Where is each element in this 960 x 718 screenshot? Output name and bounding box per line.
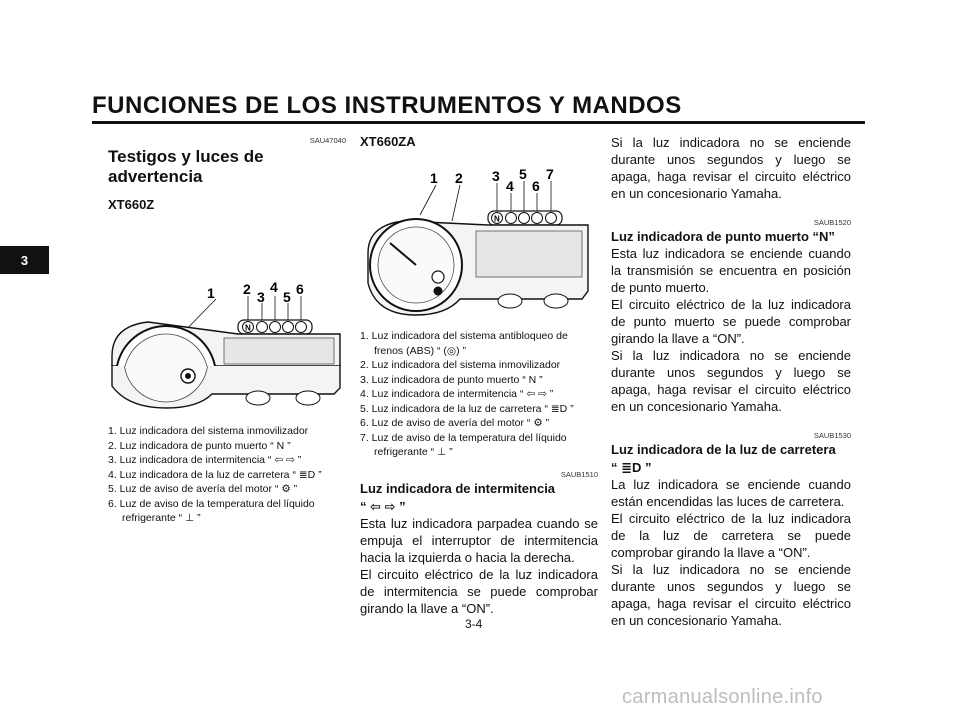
svg-text:N: N xyxy=(494,214,500,224)
turn-signal-icon: “ ⇦ ⇨ ” xyxy=(360,498,406,514)
legend-item: 4. Luz indicadora de intermitencia “ ⇦ ⇨ ” xyxy=(360,388,554,400)
legend-list-xt660z xyxy=(108,424,346,526)
legend-item: 3. Luz indicadora de intermitencia “ ⇦ ⇨ ” xyxy=(108,454,302,466)
callout-4: 4 xyxy=(506,178,514,194)
legend-item: 2. Luz indicadora del sistema inmovilizador xyxy=(360,359,561,371)
svg-text:N: N xyxy=(245,323,251,333)
model-label-xt660z: XT660Z xyxy=(108,197,155,212)
callout-5: 5 xyxy=(283,289,291,305)
neutral-indicator-title: Luz indicadora de punto muerto “N” xyxy=(611,229,835,244)
callout-3: 3 xyxy=(257,289,265,305)
paragraph: Esta luz indicadora se enciende cuando la transmisión se encuentra en posición de punto muerto. xyxy=(611,246,851,295)
callout-4: 4 xyxy=(270,279,278,295)
page-number: 3-4 xyxy=(465,617,483,631)
legend-item: 1. Luz indicadora del sistema antibloqueo de frenos (ABS) “ (◎) ” xyxy=(360,330,568,357)
page-header: FUNCIONES DE LOS INSTRUMENTOS Y MANDOS xyxy=(92,92,682,119)
callout-7: 7 xyxy=(546,166,554,182)
turn-signal-title: Luz indicadora de intermitencia xyxy=(360,480,556,496)
legend-item: 6. Luz de aviso de la temperatura del líquido refrigerante “ ⊥ ” xyxy=(108,497,315,524)
callout-5: 5 xyxy=(519,166,527,182)
section-title: Testigos y luces de advertencia xyxy=(108,147,264,186)
header-rule xyxy=(92,121,865,124)
section-code: SAUB1520 xyxy=(813,218,851,227)
legend-item: 5. Luz de aviso de avería del motor “ ⚙ ” xyxy=(108,483,298,495)
callout-6: 6 xyxy=(296,281,304,297)
legend-item: 2. Luz indicadora de punto muerto “ N ” xyxy=(108,439,291,452)
intro-paragraph: Si la luz indicadora no se enciende durante unos segundos y luego se apaga, haga revisar el circuito eléctrico en un concesionario Yamaha. xyxy=(611,135,851,201)
paragraph: El circuito eléctrico de la luz indicadora de punto muerto se puede comprobar girando la llave a “ON”. xyxy=(611,297,851,346)
section-code: SAUB1510 xyxy=(560,469,598,479)
high-beam-icon: “ ≣D ” xyxy=(611,460,652,475)
paragraph: La luz indicadora se enciende cuando están encendidas las luces de carretera. xyxy=(611,477,851,509)
callout-1: 1 xyxy=(207,285,215,301)
legend-item: 5. Luz indicadora de la luz de carretera “ ≣D ” xyxy=(360,402,574,415)
column-2 xyxy=(360,134,598,617)
instrument-panel-lower xyxy=(108,364,346,414)
paragraph: Esta luz indicadora parpadea cuando se empuja el interruptor de intermitencia hacia la izquierda o hacia la derecha. xyxy=(360,515,598,565)
high-beam-indicator-title: Luz indicadora de la luz de carretera xyxy=(611,442,836,457)
legend-item: 4. Luz indicadora de la luz de carretera “ ≣D ” xyxy=(108,468,322,481)
watermark: carmanualsonline.info xyxy=(622,686,823,708)
callout-2: 2 xyxy=(455,170,463,186)
legend-item: 3. Luz indicadora de punto muerto “ N ” xyxy=(360,373,543,386)
paragraph: Si la luz indicadora no se enciende durante unos segundos y luego se apaga, haga revisar el circuito eléctrico en un concesionario Yamaha. xyxy=(611,348,851,414)
chapter-tab: 3 xyxy=(0,246,49,274)
callout-1: 1 xyxy=(430,170,438,186)
callout-3: 3 xyxy=(492,168,500,184)
column-1 xyxy=(108,134,346,526)
section-code: SAU47040 xyxy=(309,136,346,145)
paragraph: Si la luz indicadora no se enciende durante unos segundos y luego se apaga, haga revisar el circuito eléctrico en un concesionario Yamaha. xyxy=(611,562,851,628)
callout-6: 6 xyxy=(532,178,540,194)
instrument-panel-illustration-xt660z xyxy=(108,216,346,366)
model-label-xt660za: XT660ZA xyxy=(360,134,416,149)
column-3 xyxy=(611,134,851,629)
callout-2: 2 xyxy=(243,281,251,297)
legend-item: 6. Luz de aviso de avería del motor “ ⚙ ” xyxy=(360,417,550,429)
paragraph: El circuito eléctrico de la luz indicadora de intermitencia se puede comprobar girando la llave a “ON”. xyxy=(360,566,598,616)
legend-list-xt660za xyxy=(360,329,598,460)
legend-item: 7. Luz de aviso de la temperatura del líquido refrigerante “ ⊥ ” xyxy=(360,431,567,458)
paragraph: El circuito eléctrico de la luz indicadora de la luz de carretera se puede comprobar girando la llave a “ON”. xyxy=(611,511,851,560)
legend-item: 1. Luz indicadora del sistema inmovilizador xyxy=(108,425,309,437)
section-code: SAUB1530 xyxy=(813,431,851,440)
instrument-panel-illustration-xt660za xyxy=(360,153,598,323)
